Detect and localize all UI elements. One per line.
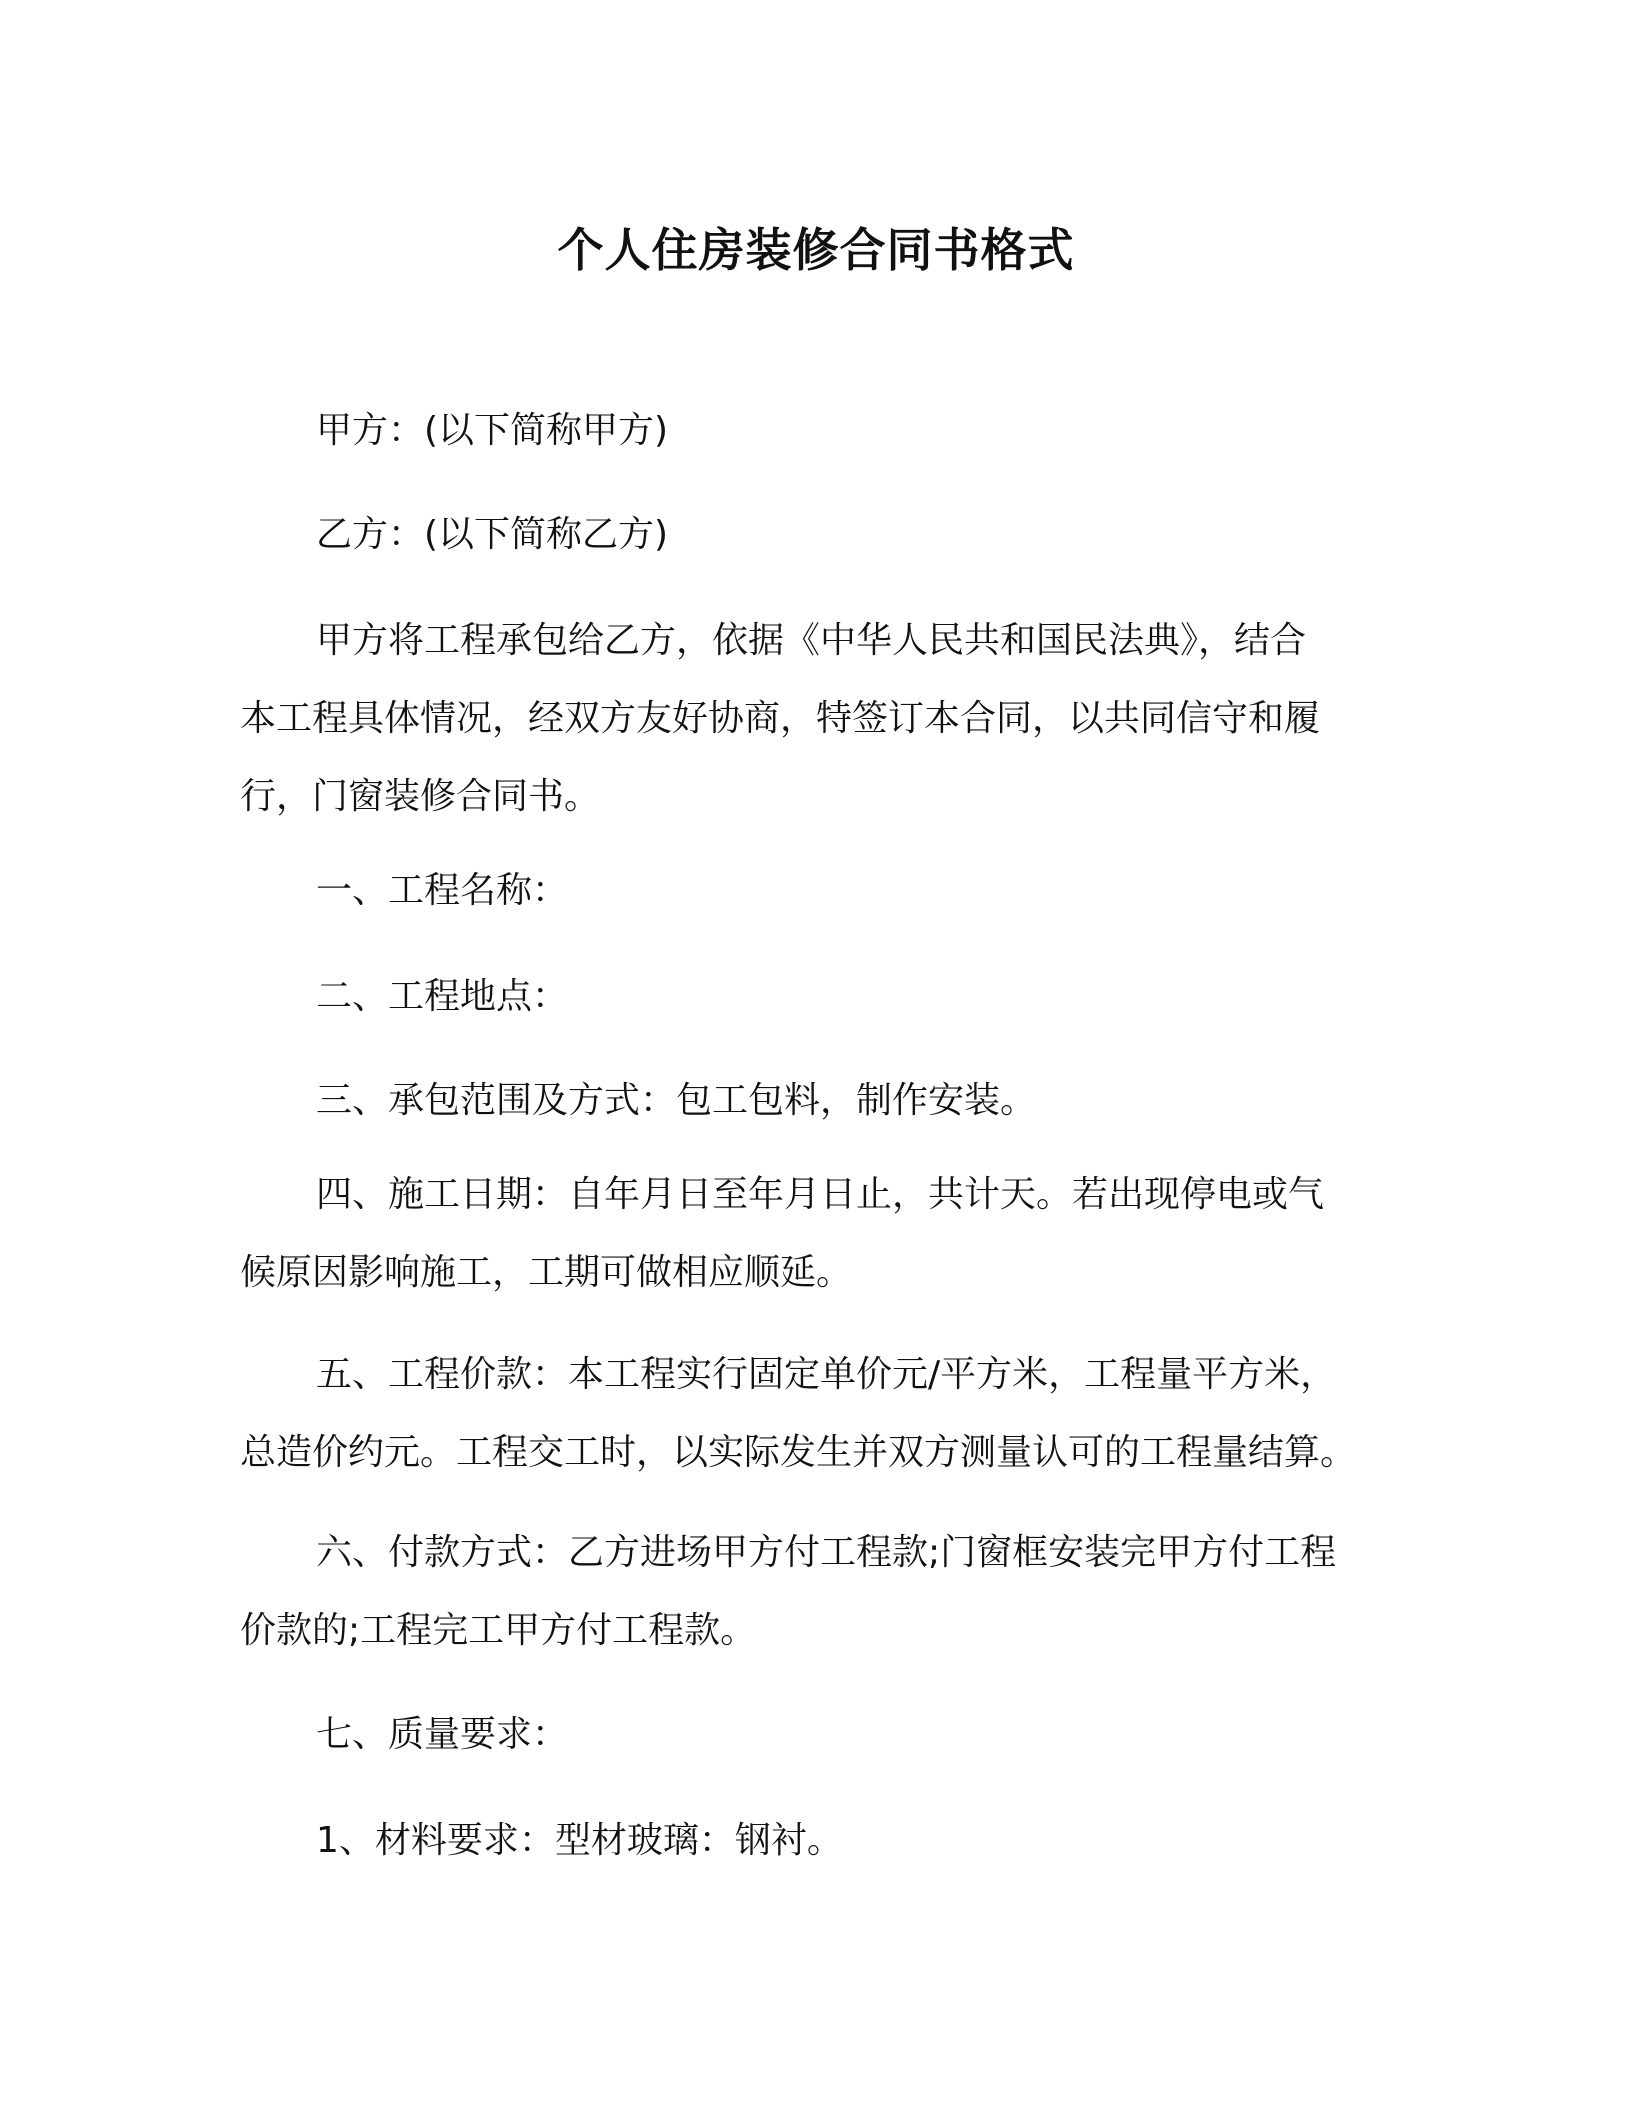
- paragraph-line: 甲方将工程承包给乙方，依据《中华人民共和国民法典》，结合: [316, 620, 1307, 661]
- paragraph-line: 七、质量要求：: [316, 1714, 569, 1755]
- paragraph-line: 甲方：(以下简称甲方): [316, 410, 669, 451]
- paragraph-intro: [240, 602, 1390, 836]
- clause-quality: [240, 1696, 1390, 1774]
- paragraph-line: 五、工程价款：本工程实行固定单价元/平方米，工程量平方米，: [316, 1354, 1337, 1395]
- clause-project-name: [240, 852, 1390, 930]
- paragraph-line: 行，门窗装修合同书。: [240, 776, 601, 817]
- paragraph-line: 三、承包范围及方式：包工包料，制作安装。: [316, 1080, 1037, 1121]
- paragraph-line: 价款的;工程完工甲方付工程款。: [240, 1610, 757, 1651]
- clause-price: [240, 1336, 1390, 1492]
- paragraph-party-a: [240, 392, 1390, 470]
- clause-material: [240, 1802, 1390, 1880]
- paragraph-line: 候原因影响施工，工期可做相应顺延。: [240, 1252, 853, 1293]
- paragraph-line: 四、施工日期：自年月日至年月日止，共计天。若出现停电或气: [316, 1174, 1325, 1215]
- clause-payment: [240, 1514, 1390, 1670]
- paragraph-line: 乙方：(以下简称乙方): [316, 514, 669, 555]
- paragraph-line: 六、付款方式：乙方进场甲方付工程款;门窗框安装完甲方付工程: [316, 1532, 1337, 1573]
- paragraph-line: 一、工程名称：: [316, 870, 569, 911]
- paragraph-line: 二、工程地点：: [316, 976, 569, 1017]
- clause-construction-date: [240, 1156, 1390, 1312]
- paragraph-line: 总造价约元。工程交工时，以实际发生并双方测量认可的工程量结算。: [240, 1432, 1357, 1473]
- clause-project-location: [240, 958, 1390, 1036]
- paragraph-line: 1、材料要求：型材玻璃：钢衬。: [316, 1820, 843, 1861]
- clause-scope: [240, 1062, 1390, 1140]
- paragraph-party-b: [240, 496, 1390, 574]
- document-title: 个人住房装修合同书格式: [557, 223, 1075, 277]
- paragraph-line: 本工程具体情况，经双方友好协商，特签订本合同，以共同信守和履: [240, 698, 1321, 739]
